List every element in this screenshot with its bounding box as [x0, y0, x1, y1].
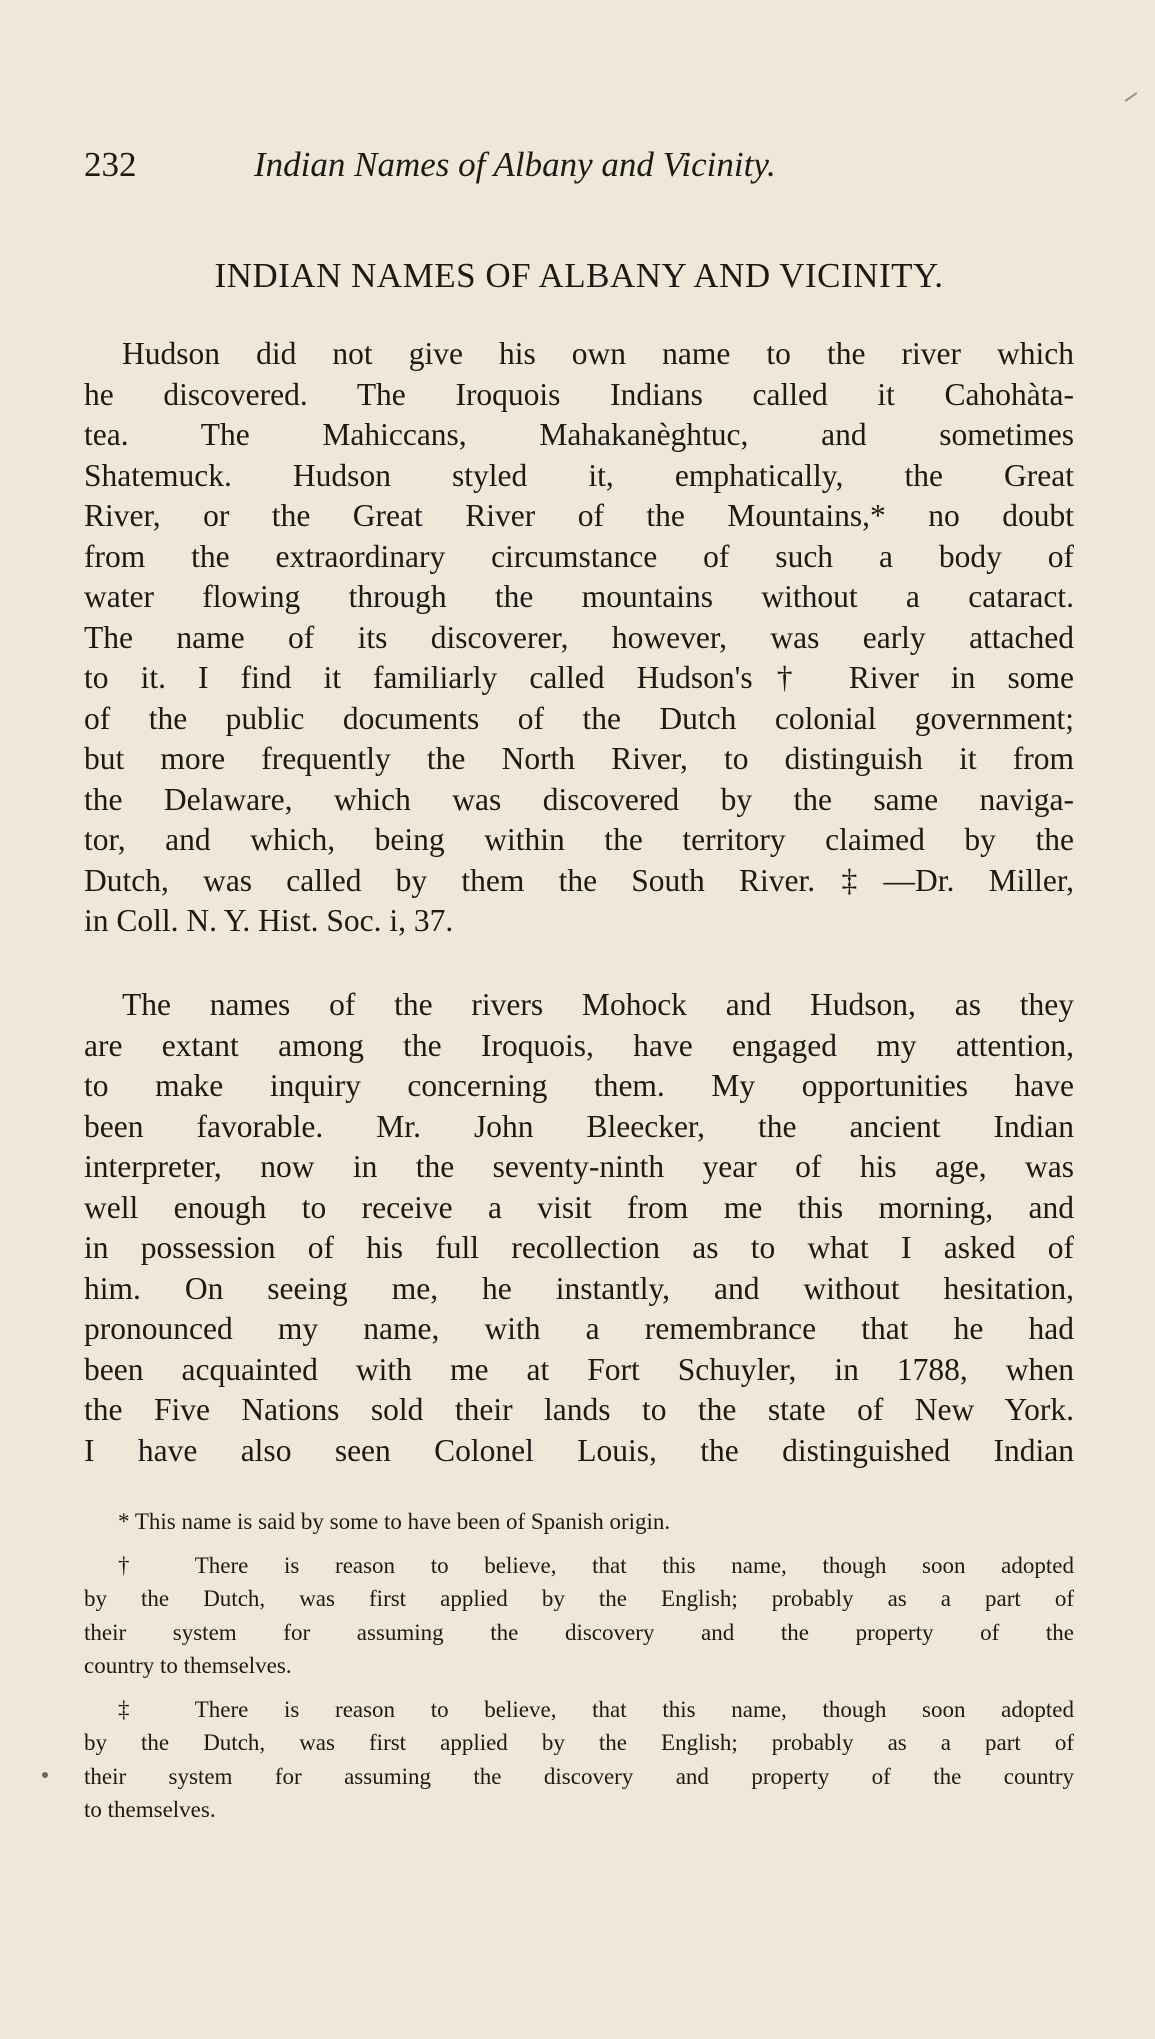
- text-line: interpreter, now in the seventy-ninth year of his age, was: [84, 1149, 1074, 1184]
- chapter-heading: INDIAN NAMES OF ALBANY AND VICINITY.: [214, 256, 944, 295]
- text-line: the Five Nations sold their lands to the state of New York.: [84, 1392, 1074, 1427]
- text-line: the Delaware, which was discovered by the same naviga-: [84, 781, 1074, 817]
- footnote-line: * This name is said by some to have been of Spanish origin.: [118, 1509, 671, 1534]
- text-line: are extant among the Iroquois, have engaged my attention,: [84, 1027, 1074, 1063]
- paragraph-2: [84, 985, 1074, 1471]
- text-line: Dutch, was called by them the South River.‡—Dr. Miller,: [84, 862, 1074, 898]
- text-line: The name of its discoverer, however, was early attached: [84, 619, 1074, 655]
- footnote-line: ‡ There is reason to believe, that this name, though soon adopted: [118, 1696, 1074, 1722]
- text-line: well enough to receive a visit from me this morning, and: [84, 1189, 1074, 1225]
- margin-mark: [1125, 92, 1138, 102]
- text-line: to make inquiry concerning them. My opportunities have: [84, 1068, 1074, 1103]
- text-line: been acquainted with me at Fort Schuyler, in 1788, when: [84, 1351, 1074, 1387]
- text-line: in Coll. N. Y. Hist. Soc. i, 37.: [84, 903, 454, 938]
- footnotes: [84, 1505, 1074, 1827]
- text-line: tor, and which, being within the territory claimed by the: [84, 822, 1074, 857]
- text-line: been favorable. Mr. John Bleecker, the ancient Indian: [84, 1108, 1074, 1144]
- footnote-line: by the Dutch, was first applied by the English; probably as a part of: [84, 1586, 1074, 1611]
- text-line: to it. I find it familiarly called Hudson's† River in some: [84, 660, 1074, 695]
- text-line: but more frequently the North River, to distinguish it from: [84, 741, 1074, 776]
- footnote-line: their system for assuming the discovery and the property of the: [84, 1619, 1074, 1645]
- paragraph-1: [84, 334, 1074, 942]
- text-line: tea. The Mahiccans, Mahakanèghtuc, and sometimes: [84, 417, 1074, 452]
- text-line: The names of the rivers Mohock and Hudson, as they: [122, 987, 1074, 1022]
- footnote-line: country to themselves.: [84, 1653, 292, 1678]
- text-line: him. On seeing me, he instantly, and without hesitation,: [84, 1270, 1074, 1306]
- text-line: pronounced my name, with a remembrance that he had: [84, 1311, 1074, 1346]
- text-line: Hudson did not give his own name to the river which: [122, 336, 1074, 371]
- text-line: Shatemuck. Hudson styled it, emphatically, the Great: [84, 457, 1074, 493]
- text-line: of the public documents of the Dutch colonial government;: [84, 700, 1074, 736]
- margin-dot: [42, 1772, 48, 1778]
- text-line: water flowing through the mountains without a cataract.: [84, 579, 1074, 614]
- text-line: River, or the Great River of the Mountains,* no doubt: [84, 498, 1074, 533]
- text-line: in possession of his full recollection as to what I asked of: [84, 1230, 1074, 1265]
- running-title: Indian Names of Albany and Vicinity.: [254, 145, 776, 184]
- text-line: from the extraordinary circumstance of such a body of: [84, 538, 1074, 574]
- text-line: he discovered. The Iroquois Indians called it Cahohàta-: [84, 376, 1074, 412]
- running-head: [84, 140, 1074, 190]
- footnote-line: to themselves.: [84, 1797, 216, 1822]
- page-number: 232: [84, 145, 137, 184]
- footnote-line: their system for assuming the discovery and property of the country: [84, 1763, 1074, 1789]
- text-line: I have also seen Colonel Louis, the distinguished Indian: [84, 1432, 1074, 1468]
- footnote-line: by the Dutch, was first applied by the English; probably as a part of: [84, 1730, 1074, 1755]
- footnote-line: † There is reason to believe, that this name, though soon adopted: [118, 1552, 1074, 1578]
